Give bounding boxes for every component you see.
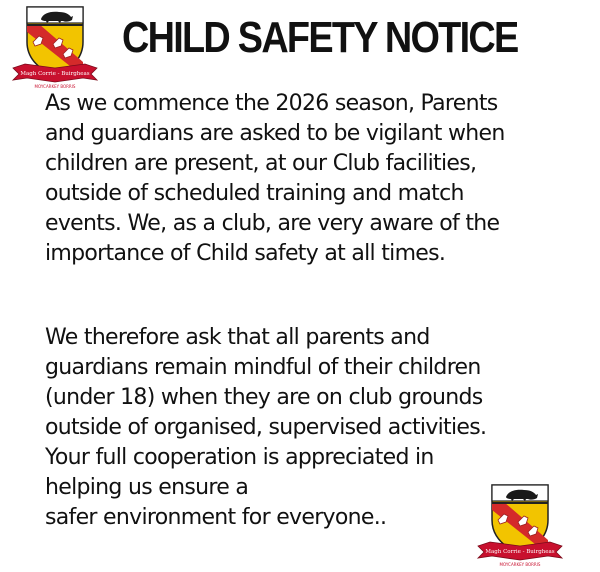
page-title: CHILD SAFETY NOTICE — [122, 13, 518, 62]
paragraph-line: outside of scheduled training and match — [45, 181, 464, 206]
notice-paragraph-1 — [45, 89, 505, 269]
club-crest-logo — [470, 480, 570, 570]
notice-paragraph-2 — [45, 323, 486, 533]
paragraph-line: importance of Child safety at all times. — [45, 241, 446, 266]
crest-club-name: MOYCARKEY BORRIS — [499, 562, 541, 567]
paragraph-line: We therefore ask that all parents and — [45, 325, 430, 350]
paragraph-line: events. We, as a club, are very aware of the — [45, 211, 500, 236]
crest-club-name: MOYCARKEY BORRIS — [34, 84, 76, 89]
club-crest-logo — [5, 2, 105, 92]
paragraph-line: and guardians are asked to be vigilant when — [45, 121, 505, 146]
paragraph-line: guardians remain mindful of their children — [45, 355, 481, 380]
paragraph-line: Your full cooperation is appreciated in — [45, 445, 434, 470]
crest-motto: Magh Corrie - Buirgheas — [485, 549, 555, 555]
paragraph-line: helping us ensure a — [45, 475, 249, 500]
paragraph-line: (under 18) when they are on club grounds — [45, 385, 483, 410]
paragraph-line: As we commence the 2026 season, Parents — [45, 91, 498, 116]
crest-motto: Magh Corrie - Buirgheas — [20, 71, 90, 77]
paragraph-line: children are present, at our Club facilities, — [45, 151, 477, 176]
paragraph-line: safer environment for everyone.. — [45, 505, 387, 530]
paragraph-line: outside of organised, supervised activities. — [45, 415, 487, 440]
